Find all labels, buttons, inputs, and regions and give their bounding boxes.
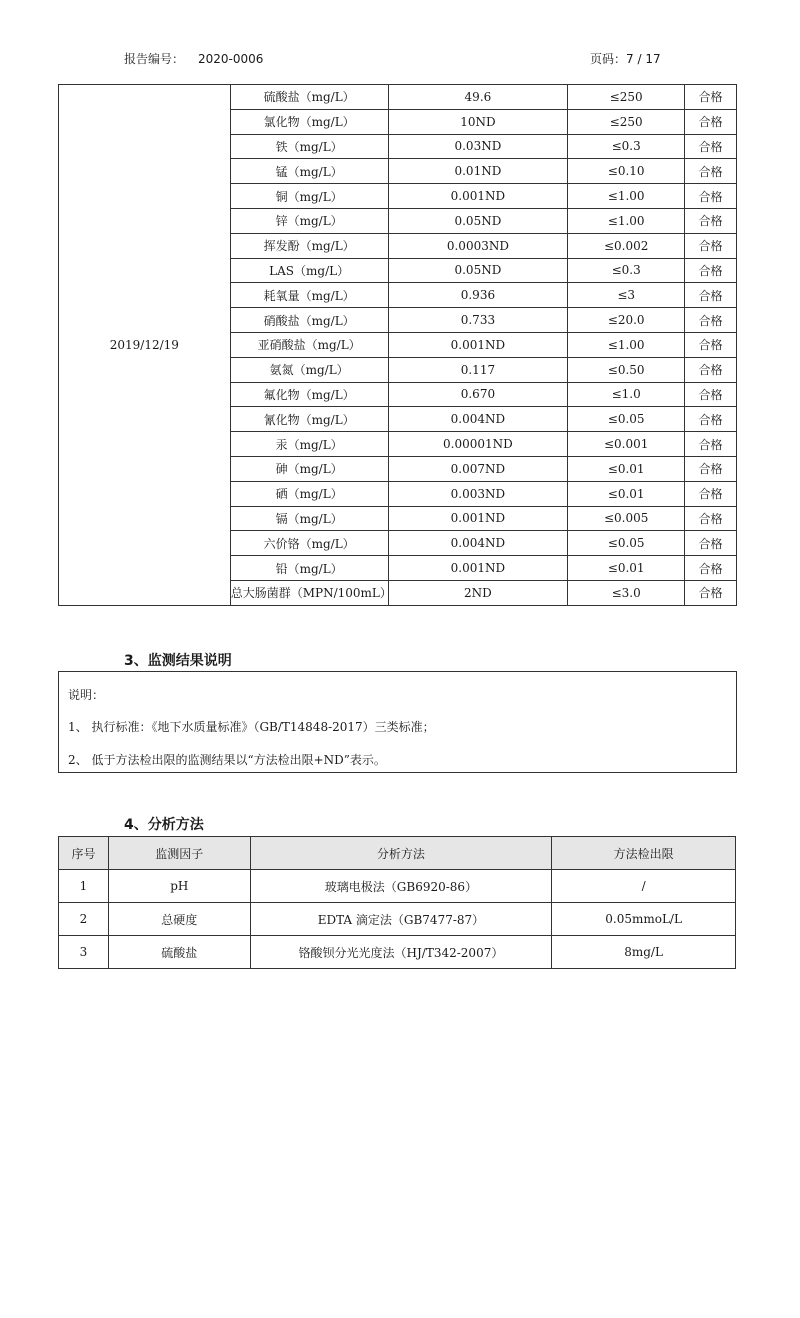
limit-cell: ≤1.00 bbox=[568, 184, 685, 209]
value-cell: 0.733 bbox=[388, 308, 568, 333]
value-cell: 0.001ND bbox=[388, 556, 568, 581]
value-cell: 0.007ND bbox=[388, 456, 568, 481]
result-cell: 合格 bbox=[685, 85, 737, 110]
parameter-cell: 铅（mg/L） bbox=[230, 556, 388, 581]
limit-cell: ≤3.0 bbox=[568, 580, 685, 605]
method-cell: 铬酸钡分光光度法（HJ/T342-2007） bbox=[250, 936, 552, 969]
notes-line-1: 1、 执行标准：《地下水质量标准》（GB/T14848-2017）三类标准； bbox=[68, 720, 435, 734]
limit-cell: ≤0.005 bbox=[568, 506, 685, 531]
parameter-cell: 硫酸盐（mg/L） bbox=[230, 85, 388, 110]
value-cell: 0.03ND bbox=[388, 134, 568, 159]
result-cell: 合格 bbox=[685, 258, 737, 283]
parameter-cell: 亚硝酸盐（mg/L） bbox=[230, 332, 388, 357]
result-cell: 合格 bbox=[685, 382, 737, 407]
parameter-cell: 汞（mg/L） bbox=[230, 432, 388, 457]
limit-cell: ≤0.01 bbox=[568, 556, 685, 581]
limit-cell: ≤0.05 bbox=[568, 407, 685, 432]
value-cell: 0.117 bbox=[388, 357, 568, 382]
row-number: 1 bbox=[59, 870, 109, 903]
result-cell: 合格 bbox=[685, 332, 737, 357]
limit-cell: ≤0.01 bbox=[568, 481, 685, 506]
result-cell: 合格 bbox=[685, 506, 737, 531]
value-cell: 0.004ND bbox=[388, 531, 568, 556]
notes-heading: 说明： bbox=[68, 688, 105, 702]
factor-cell: 硫酸盐 bbox=[108, 936, 250, 969]
parameter-cell: 砷（mg/L） bbox=[230, 456, 388, 481]
results-body bbox=[59, 85, 737, 606]
parameter-cell: LAS（mg/L） bbox=[230, 258, 388, 283]
value-cell: 10ND bbox=[388, 109, 568, 134]
factor-cell: 总硬度 bbox=[108, 903, 250, 936]
value-cell: 0.0003ND bbox=[388, 233, 568, 258]
section-4-title: 4、分析方法 bbox=[124, 817, 204, 833]
result-cell: 合格 bbox=[685, 407, 737, 432]
detection-limit-cell: / bbox=[552, 870, 736, 903]
header-factor: 监测因子 bbox=[108, 837, 250, 870]
value-cell: 2ND bbox=[388, 580, 568, 605]
result-cell: 合格 bbox=[685, 432, 737, 457]
parameter-cell: 氟化物（mg/L） bbox=[230, 382, 388, 407]
method-cell: 玻璃电极法（GB6920-86） bbox=[250, 870, 552, 903]
row-number: 3 bbox=[59, 936, 109, 969]
value-cell: 0.003ND bbox=[388, 481, 568, 506]
methods-header-row bbox=[59, 837, 736, 870]
parameter-cell: 耗氧量（mg/L） bbox=[230, 283, 388, 308]
parameter-cell: 氯化物（mg/L） bbox=[230, 109, 388, 134]
result-cell: 合格 bbox=[685, 184, 737, 209]
limit-cell: ≤0.50 bbox=[568, 357, 685, 382]
limit-cell: ≤250 bbox=[568, 109, 685, 134]
result-cell: 合格 bbox=[685, 208, 737, 233]
limit-cell: ≤0.05 bbox=[568, 531, 685, 556]
value-cell: 49.6 bbox=[388, 85, 568, 110]
limit-cell: ≤1.00 bbox=[568, 208, 685, 233]
page-header bbox=[0, 50, 800, 70]
limit-cell: ≤0.10 bbox=[568, 159, 685, 184]
value-cell: 0.05ND bbox=[388, 258, 568, 283]
result-cell: 合格 bbox=[685, 283, 737, 308]
result-cell: 合格 bbox=[685, 159, 737, 184]
limit-cell: ≤1.00 bbox=[568, 332, 685, 357]
limit-cell: ≤0.3 bbox=[568, 134, 685, 159]
results-table bbox=[58, 84, 737, 606]
table-row bbox=[59, 870, 736, 903]
result-cell: 合格 bbox=[685, 357, 737, 382]
result-cell: 合格 bbox=[685, 556, 737, 581]
page-number: 页码：7 / 17 bbox=[590, 52, 661, 66]
limit-cell: ≤0.3 bbox=[568, 258, 685, 283]
result-cell: 合格 bbox=[685, 531, 737, 556]
result-cell: 合格 bbox=[685, 308, 737, 333]
header-method: 分析方法 bbox=[250, 837, 552, 870]
result-cell: 合格 bbox=[685, 109, 737, 134]
result-cell: 合格 bbox=[685, 456, 737, 481]
result-cell: 合格 bbox=[685, 134, 737, 159]
row-number: 2 bbox=[59, 903, 109, 936]
limit-cell: ≤0.001 bbox=[568, 432, 685, 457]
report-number: 报告编号： 2020-0006 bbox=[124, 52, 264, 66]
value-cell: 0.05ND bbox=[388, 208, 568, 233]
result-cell: 合格 bbox=[685, 233, 737, 258]
limit-cell: ≤250 bbox=[568, 85, 685, 110]
parameter-cell: 锌（mg/L） bbox=[230, 208, 388, 233]
notes-line-2: 2、 低于方法检出限的监测结果以“方法检出限+ND”表示。 bbox=[68, 753, 386, 767]
header-no: 序号 bbox=[59, 837, 109, 870]
parameter-cell: 硝酸盐（mg/L） bbox=[230, 308, 388, 333]
parameter-cell: 锰（mg/L） bbox=[230, 159, 388, 184]
section-3-title: 3、监测结果说明 bbox=[124, 653, 232, 669]
parameter-cell: 铁（mg/L） bbox=[230, 134, 388, 159]
limit-cell: ≤0.01 bbox=[568, 456, 685, 481]
parameter-cell: 挥发酚（mg/L） bbox=[230, 233, 388, 258]
value-cell: 0.001ND bbox=[388, 332, 568, 357]
parameter-cell: 氰化物（mg/L） bbox=[230, 407, 388, 432]
value-cell: 0.001ND bbox=[388, 506, 568, 531]
sampling-date: 2019/12/19 bbox=[59, 85, 231, 606]
methods-table bbox=[58, 836, 736, 969]
table-row bbox=[59, 903, 736, 936]
parameter-cell: 总大肠菌群（MPN/100mL） bbox=[230, 580, 388, 605]
parameter-cell: 铜（mg/L） bbox=[230, 184, 388, 209]
notes-box bbox=[58, 671, 737, 773]
methods-body bbox=[59, 870, 736, 969]
parameter-cell: 镉（mg/L） bbox=[230, 506, 388, 531]
method-cell: EDTA 滴定法（GB7477-87） bbox=[250, 903, 552, 936]
parameter-cell: 六价铬（mg/L） bbox=[230, 531, 388, 556]
limit-cell: ≤1.0 bbox=[568, 382, 685, 407]
limit-cell: ≤20.0 bbox=[568, 308, 685, 333]
header-limit: 方法检出限 bbox=[552, 837, 736, 870]
value-cell: 0.670 bbox=[388, 382, 568, 407]
value-cell: 0.01ND bbox=[388, 159, 568, 184]
value-cell: 0.936 bbox=[388, 283, 568, 308]
factor-cell: pH bbox=[108, 870, 250, 903]
parameter-cell: 硒（mg/L） bbox=[230, 481, 388, 506]
value-cell: 0.001ND bbox=[388, 184, 568, 209]
parameter-cell: 氨氮（mg/L） bbox=[230, 357, 388, 382]
value-cell: 0.00001ND bbox=[388, 432, 568, 457]
value-cell: 0.004ND bbox=[388, 407, 568, 432]
result-cell: 合格 bbox=[685, 481, 737, 506]
table-row bbox=[59, 85, 737, 110]
limit-cell: ≤3 bbox=[568, 283, 685, 308]
result-cell: 合格 bbox=[685, 580, 737, 605]
detection-limit-cell: 8mg/L bbox=[552, 936, 736, 969]
limit-cell: ≤0.002 bbox=[568, 233, 685, 258]
table-row bbox=[59, 936, 736, 969]
detection-limit-cell: 0.05mmoL/L bbox=[552, 903, 736, 936]
